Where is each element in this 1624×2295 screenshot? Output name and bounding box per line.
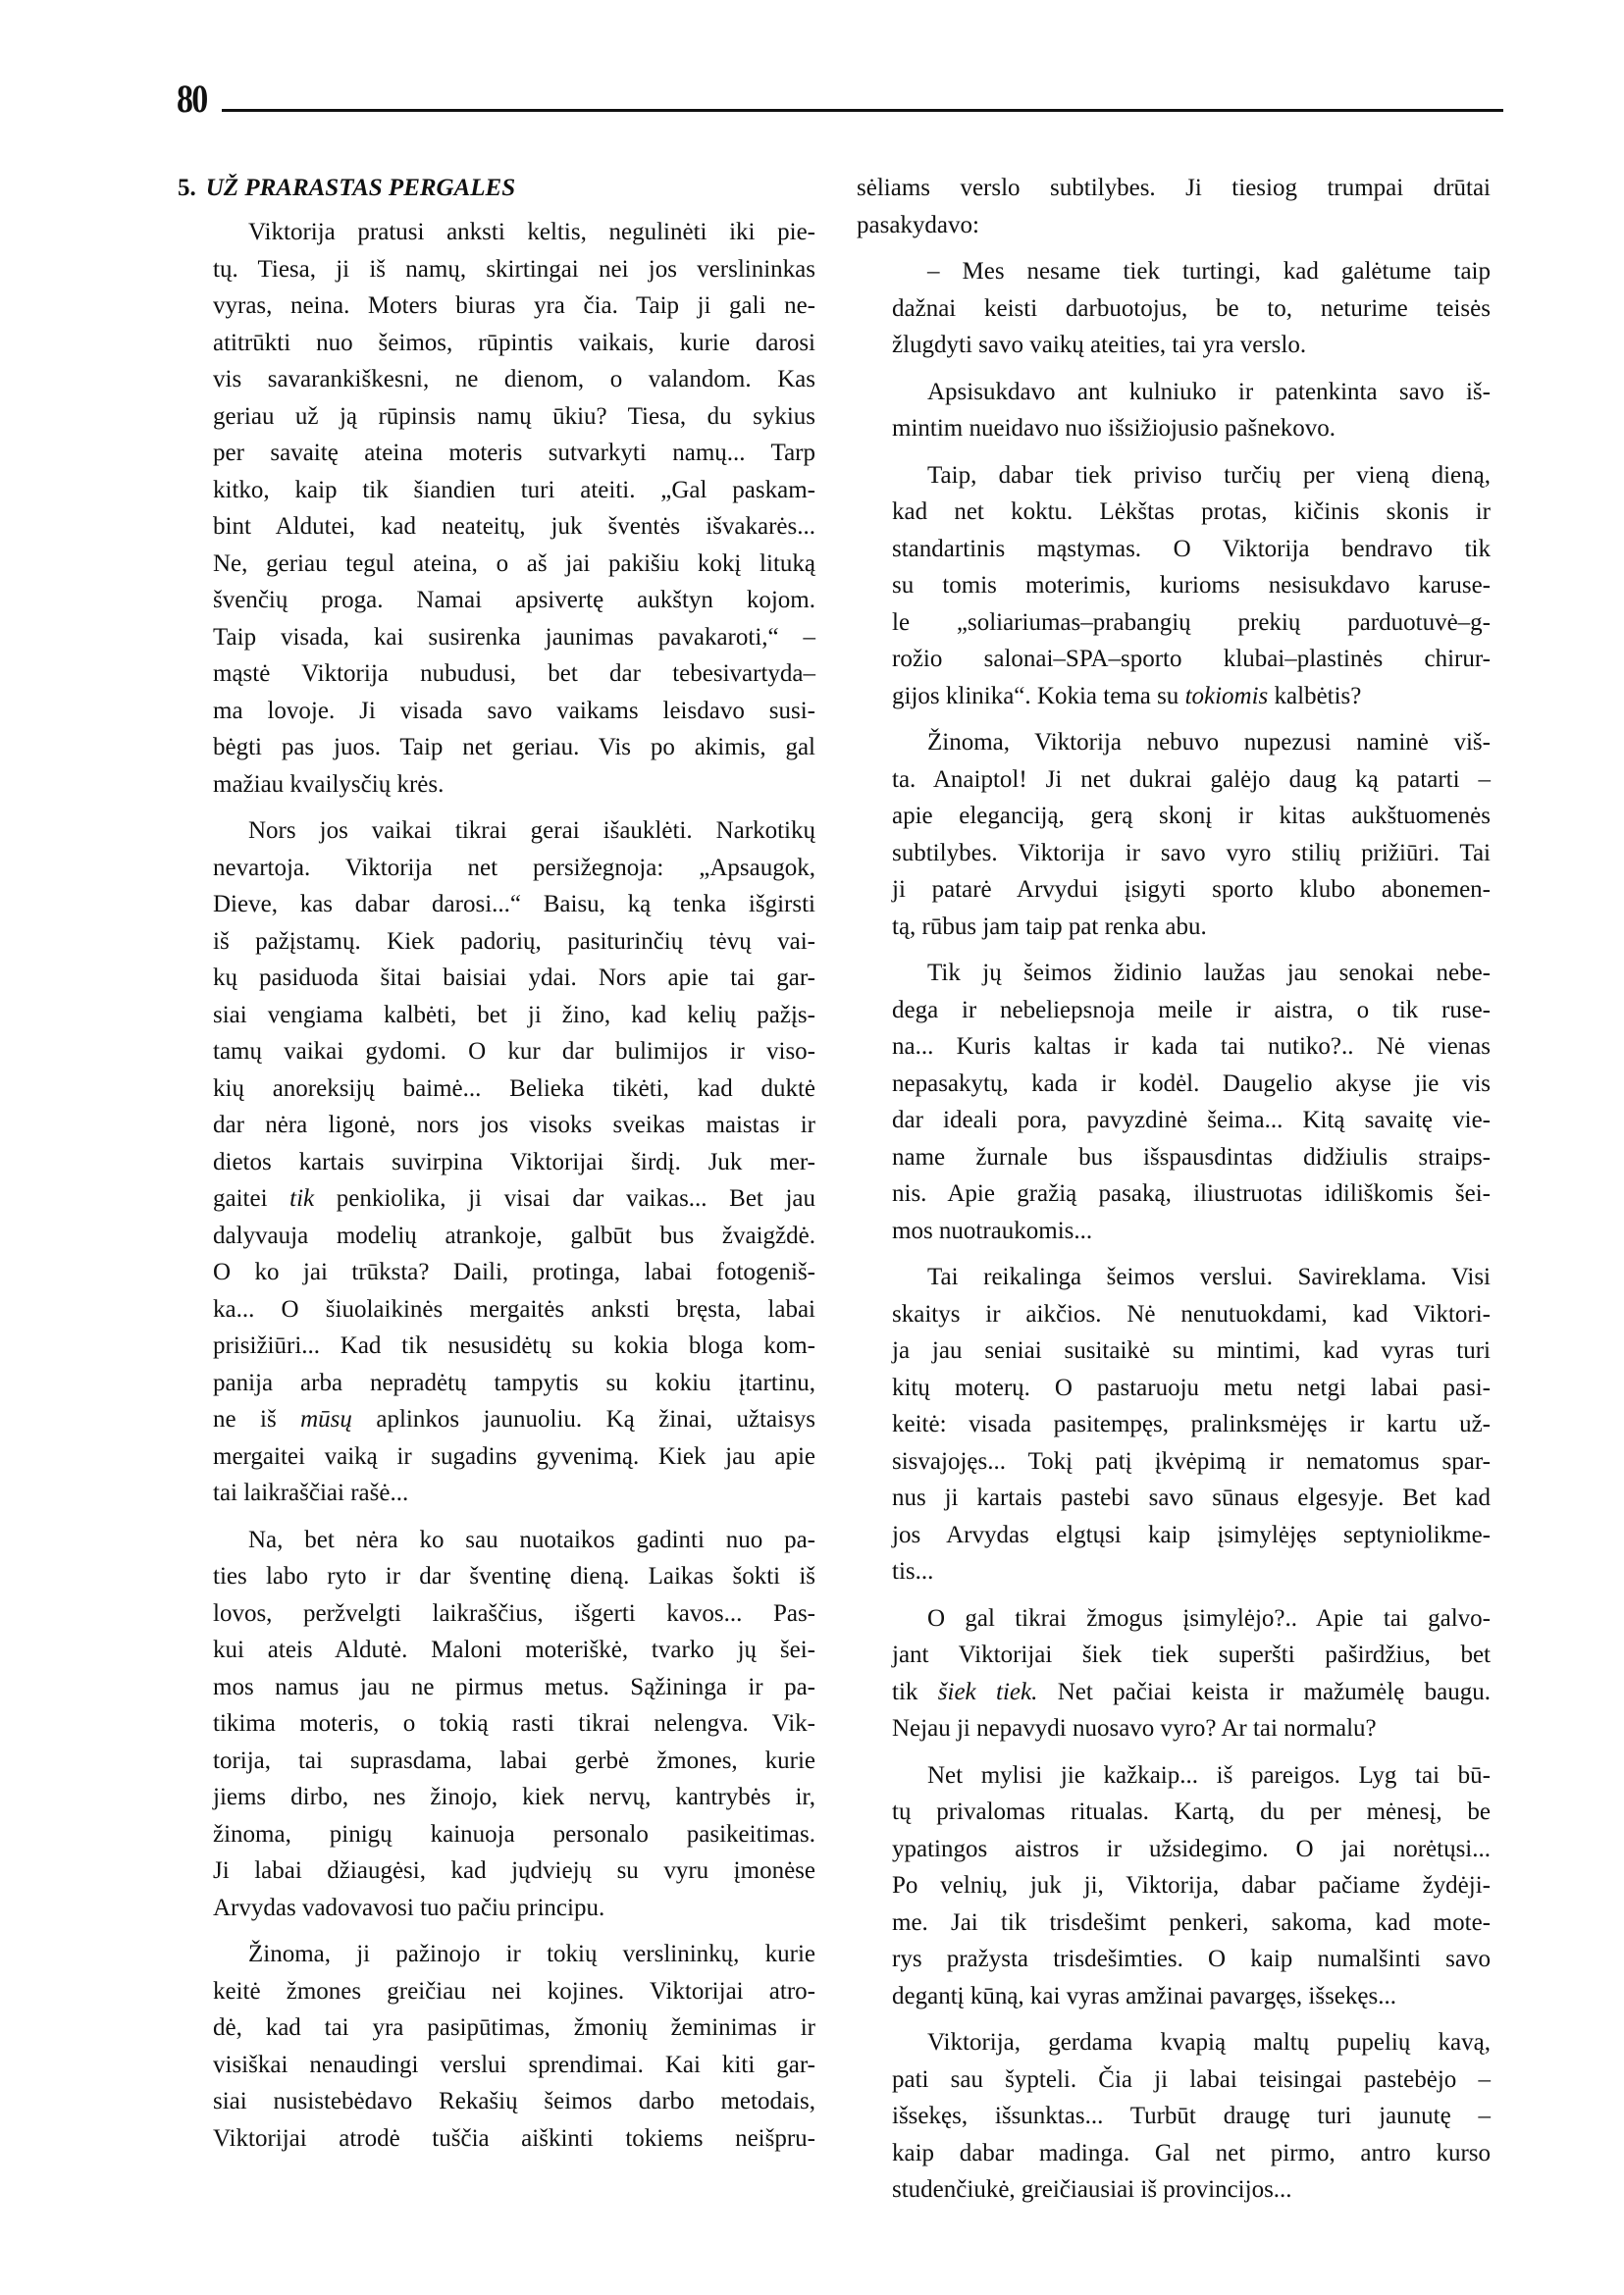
left-column	[178, 170, 815, 2166]
text-line: nus ji kartais pastebi savo sūnaus elgesyje. Bet kad	[892, 1485, 1491, 1511]
text-line: Taip visada, kai susirenka jaunimas pavakaroti,“ –	[213, 623, 815, 651]
text-line: kių anoreksijų baimė... Belieka tikėti, kad duktė	[213, 1074, 815, 1102]
paragraph	[857, 1259, 1491, 1591]
text-line: tis...	[892, 1558, 934, 1585]
header-rule	[222, 109, 1503, 112]
text-line: sisvajojęs... Tokį patį įkvėpimą ir nematomus spar-	[892, 1447, 1491, 1475]
text-line: mos nuotraukomis...	[892, 1217, 1093, 1244]
text-line: ja jau seniai susitaikė su mintimi, kad vyras turi	[892, 1337, 1491, 1364]
text-line: me. Jai tik trisdešimt penkeri, sakoma, kad mote-	[892, 1908, 1491, 1936]
paragraph	[857, 1757, 1491, 2015]
text-line: Taip, dabar tiek priviso turčių per vieną dieną,	[927, 461, 1491, 489]
text-line: dė, kad tai yra pasipūtimas, žmonių žeminimas ir	[213, 2014, 815, 2041]
text-line: Nors jos vaikai tikrai gerai išauklėti. Narkotikų	[248, 817, 815, 844]
text-line: na... Kuris kaltas ir kada tai nutiko?.. Nė vienas	[892, 1033, 1491, 1060]
text-line: žlugdyti savo vaikų ateities, tai yra verslo.	[892, 332, 1307, 358]
text-line: per savaitę ateina moteris sutvarkyti namų... Tarp	[213, 440, 815, 466]
text-line: iš pažįstamų. Kiek padorių, pasiturinčių tėvų vai-	[213, 927, 815, 955]
text-line: kui ateis Aldutė. Maloni moteriškė, tvarko jų šei-	[213, 1637, 815, 1663]
text-line: mažiau kvailysčių krės.	[213, 770, 445, 798]
text-line: ji patarė Arvydui įsigyti sporto klubo abonemen-	[892, 876, 1491, 903]
text-line: mintim nueidavo nuo išsižiojusio pašnekovo.	[892, 415, 1336, 442]
text-line: O gal tikrai žmogus įsimylėjo?.. Apie tai galvo-	[927, 1604, 1491, 1632]
text-line: ma lovoje. Ji visada savo vaikams leisdavo susi-	[213, 697, 815, 724]
text-line: ka... O šiuolaikinės mergaitės anksti bręsta, labai	[213, 1295, 815, 1323]
text-line: mos namus jau ne pirmus metus. Sąžininga ir pa-	[213, 1673, 815, 1700]
text-line: skaitys ir aikčios. Nė nenutuokdami, kad Viktori-	[892, 1300, 1491, 1328]
text-line: ta. Anaiptol! Ji net dukrai galėjo daug ką patarti –	[892, 765, 1491, 793]
text-line: degantį kūną, kai vyras amžinai pavargęs, išsekęs...	[892, 1982, 1396, 2009]
text-line: Žinoma, Viktorija nebuvo nupezusi naminė viš-	[927, 729, 1491, 756]
text-line: tai laikraščiai rašė...	[213, 1480, 409, 1506]
chapter-title	[178, 170, 815, 206]
text-line: dažnai keisti darbuotojus, be to, neturime teisės	[892, 294, 1491, 322]
emphasis: šiek tiek.	[937, 1678, 1038, 1705]
left-column-body	[178, 214, 815, 2157]
paragraph	[857, 955, 1491, 1249]
text-line: rožio salonai–SPA–sporto klubai–plastinės chirur-	[892, 646, 1491, 672]
text-line: O ko jai trūksta? Daili, protinga, labai fotogeniš-	[213, 1259, 815, 1285]
text-line: Tai reikalinga šeimos verslui. Savireklama. Visi	[927, 1264, 1491, 1290]
text-line: tą, rūbus jam taip pat renka abu.	[892, 913, 1207, 940]
text-line: apie eleganciją, gerą skonį ir kitas aukštuomenės	[892, 803, 1491, 829]
text-line: kų pasiduoda šitai baisiai ydai. Nors apie tai gar-	[213, 965, 815, 991]
text-line: išsekęs, išsunktas... Turbūt draugę turi jaunutę –	[892, 2103, 1491, 2129]
paragraph	[178, 1522, 815, 1927]
text-line: jos Arvydas elgtųsi kaip įsimylėjęs septyniolikme-	[892, 1521, 1491, 1548]
text-line: Na, bet nėra ko sau nuotaikos gadinti nuo pa-	[248, 1526, 815, 1553]
text-line: dalyvauja modelių atrankoje, galbūt bus žvaigždė.	[213, 1222, 815, 1249]
text-line: – Mes nesame tiek turtingi, kad galėtume taip	[927, 258, 1491, 285]
text-line: Apsisukdavo ant kulniuko ir patenkinta savo iš-	[927, 378, 1491, 405]
text-line: pati sau šypteli. Čia ji labai teisingai pastebėjo –	[892, 2065, 1491, 2093]
text-line: Ne, geriau tegul ateina, o aš jai pakišiu kokį lituką	[213, 549, 815, 577]
text-line: vis savarankiškesni, ne dienom, o valandom. Kas	[213, 366, 815, 392]
paragraph	[857, 374, 1491, 447]
text-line: bėgti pas juos. Taip net geriau. Vis po akimis, gal	[213, 734, 815, 760]
chapter-title-text: UŽ PRARASTAS PERGALES	[205, 175, 516, 201]
text-line: geriau už ją rūpinsis namų ūkiu? Tiesa, du sykius	[213, 402, 815, 430]
text-line: tik šiek tiek. Net pačiai keista ir mažumėlę baugu.	[892, 1678, 1491, 1705]
text-line: keitė žmones greičiau nei kojines. Viktorijai atro-	[213, 1977, 815, 2005]
emphasis: tik	[289, 1185, 315, 1212]
text-line: dar nėra ligonė, nors jos visoks sveikas maistas ir	[213, 1112, 815, 1138]
page-header	[177, 77, 1503, 122]
text-line: le „soliariumas–prabangių prekių parduotuvė–g-	[892, 608, 1491, 636]
text-line: Tik jų šeimos židinio laužas jau senokai nebe-	[927, 960, 1491, 986]
text-line: tų. Tiesa, ji iš namų, skirtingai nei jos verslininkas	[213, 255, 815, 283]
text-line: tų privalomas ritualas. Kartą, du per mėnesį, be	[892, 1799, 1491, 1825]
paragraph	[178, 214, 815, 803]
emphasis: mūsų	[300, 1406, 352, 1433]
paragraph	[857, 253, 1491, 364]
text-line: atitrūkti nuo šeimos, rūpintis vaikais, kurie darosi	[213, 329, 815, 356]
text-line: studenčiukė, greičiausiai iš provincijos...	[892, 2176, 1292, 2203]
paragraph	[857, 457, 1491, 715]
text-line: nepasakytų, kada ir kodėl. Daugelio akyse jie vis	[892, 1069, 1491, 1097]
text-line: tamų vaikai gydomi. O kur dar bulimijos ir viso-	[213, 1038, 815, 1065]
text-line: rys pražysta trisdešimties. O kaip numalšinti savo	[892, 1946, 1491, 1972]
text-line: panija arba nepradėtų tampytis su kokiu įtartinu,	[213, 1369, 815, 1396]
text-line: nis. Apie gražią pasaką, iliustruotas idiliškomis šei-	[892, 1180, 1491, 1207]
text-line: bint Aldutei, kad neateitų, juk šventės išvakarės...	[213, 513, 815, 540]
text-line: gijos klinika“. Kokia tema su tokiomis kalbėtis?	[892, 682, 1362, 709]
text-line: pasakydavo:	[857, 211, 979, 238]
text-line: standartinis mąstymas. O Viktorija bendravo tik	[892, 535, 1491, 562]
text-line: žinoma, pinigų kainuoja personalo pasikeitimas.	[213, 1820, 815, 1848]
text-line: mergaitei vaiką ir sugadins gyvenimą. Kiek jau apie	[213, 1442, 815, 1470]
paragraph	[178, 812, 815, 1512]
text-line: nevartoja. Viktorija net persižegnoja: „Apsaugok,	[213, 854, 815, 881]
text-line: Net mylisi jie kažkaip... iš pareigos. Lyg tai bū-	[927, 1761, 1491, 1789]
text-line: torija, tai suprasdama, labai gerbė žmones, kurie	[213, 1747, 815, 1774]
text-line: tikima moteris, o tokią rasti tikrai nelengva. Vik-	[213, 1710, 815, 1737]
text-line: su tomis moterimis, kurioms nesisukdavo karuse-	[892, 572, 1491, 599]
text-line: lovos, peržvelgti laikraščius, išgerti kavos... Pas-	[213, 1599, 815, 1627]
text-line: Nejau ji nepavydi nuosavo vyro? Ar tai normalu?	[892, 1715, 1377, 1742]
emphasis: tokiomis	[1184, 682, 1269, 709]
text-line: prisižiūri... Kad tik nesusidėtų su kokia bloga kom-	[213, 1332, 815, 1359]
chapter-number: 5.	[178, 175, 196, 201]
paragraph	[857, 1600, 1491, 1747]
text-line: Po velnių, juk ji, Viktorija, dabar pačiame žydėji-	[892, 1872, 1491, 1899]
text-line: visiškai nenaudingi verslui sprendimai. Kai kiti gar-	[213, 2051, 815, 2078]
right-column	[857, 170, 1491, 2218]
text-line: dega ir nebeliepsnoja meile ir aistra, o tik ruse-	[892, 996, 1491, 1023]
text-line: Viktorijai atrodė tuščia aiškinti tokiems neišpru-	[213, 2124, 815, 2152]
text-line: mąstė Viktorija nubudusi, bet dar tebesivartyda–	[213, 660, 815, 687]
text-line: Viktorija pratusi anksti keltis, negulinėti iki pie-	[248, 219, 815, 245]
paragraph	[857, 2024, 1491, 2209]
text-line: vyras, neina. Moters biuras yra čia. Taip ji gali ne-	[213, 292, 815, 319]
text-line: name žurnale bus išspausdintas didžiulis straips-	[892, 1143, 1491, 1171]
text-line: kaip dabar madinga. Gal net pirmo, antro kurso	[892, 2139, 1491, 2166]
text-line: jiems dirbo, nes žinojo, kiek nervų, kantrybės ir,	[213, 1784, 815, 1810]
text-line: gaitei tik penkiolika, ji visai dar vaikas... Bet jau	[213, 1185, 816, 1212]
text-line: Ji labai džiaugėsi, kad jųdviejų su vyru įmonėse	[213, 1857, 815, 1884]
text-line: Viktorija, gerdama kvapią maltų pupelių kavą,	[927, 2029, 1491, 2056]
text-line: sėliams verslo subtilybes. Ji tiesiog trumpai drūtai	[857, 175, 1491, 201]
right-column-body	[857, 170, 1491, 2209]
text-line: kitko, kaip tik šiandien turi ateiti. „Gal paskam-	[213, 476, 815, 503]
text-line: jant Viktorijai šiek tiek superšti paširdžius, bet	[892, 1642, 1491, 1668]
paragraph	[857, 170, 1491, 243]
text-line: Žinoma, ji pažinojo ir tokių verslininkų, kurie	[248, 1941, 815, 1967]
text-line: dar ideali pora, pavyzdinė šeima... Kitą savaitę vie-	[892, 1107, 1491, 1133]
text-line: ties labo ryto ir dar šventinę dieną. Laikas šokti iš	[213, 1563, 815, 1590]
text-line: švenčių proga. Namai apsivertę aukštyn kojom.	[213, 587, 815, 613]
text-line: keitė: visada pasitempęs, pralinksmėjęs ir kartu už-	[892, 1411, 1491, 1437]
text-line: kitų moterų. O pastaruoju metu netgi labai pasi-	[892, 1374, 1491, 1401]
page-number: 80	[177, 77, 207, 121]
paragraph	[857, 724, 1491, 945]
paragraph	[178, 1936, 815, 2157]
text-line: dietos kartais suvirpina Viktorijai širdį. Juk mer-	[213, 1148, 815, 1175]
text-line: Arvydas vadovavosi tuo pačiu principu.	[213, 1894, 605, 1921]
text-line: siai vengiama kalbėti, bet ji žino, kad kelių pažįs-	[213, 1001, 815, 1028]
text-line: ne iš mūsų aplinkos jaunuoliu. Ką žinai, užtaisys	[213, 1406, 815, 1433]
text-line: Dieve, kas dabar darosi...“ Baisu, ką tenka išgirsti	[213, 891, 815, 917]
text-line: siai nusistebėdavo Rekašių šeimos darbo metodais,	[213, 2088, 815, 2114]
text-line: kad net koktu. Lėkštas protas, kičinis skonis ir	[892, 498, 1491, 525]
text-line: ypatingos aistros ir užsidegimo. O jai norėtųsi...	[892, 1835, 1491, 1862]
text-line: subtilybes. Viktorija ir savo vyro stilių prižiūri. Tai	[892, 839, 1491, 866]
